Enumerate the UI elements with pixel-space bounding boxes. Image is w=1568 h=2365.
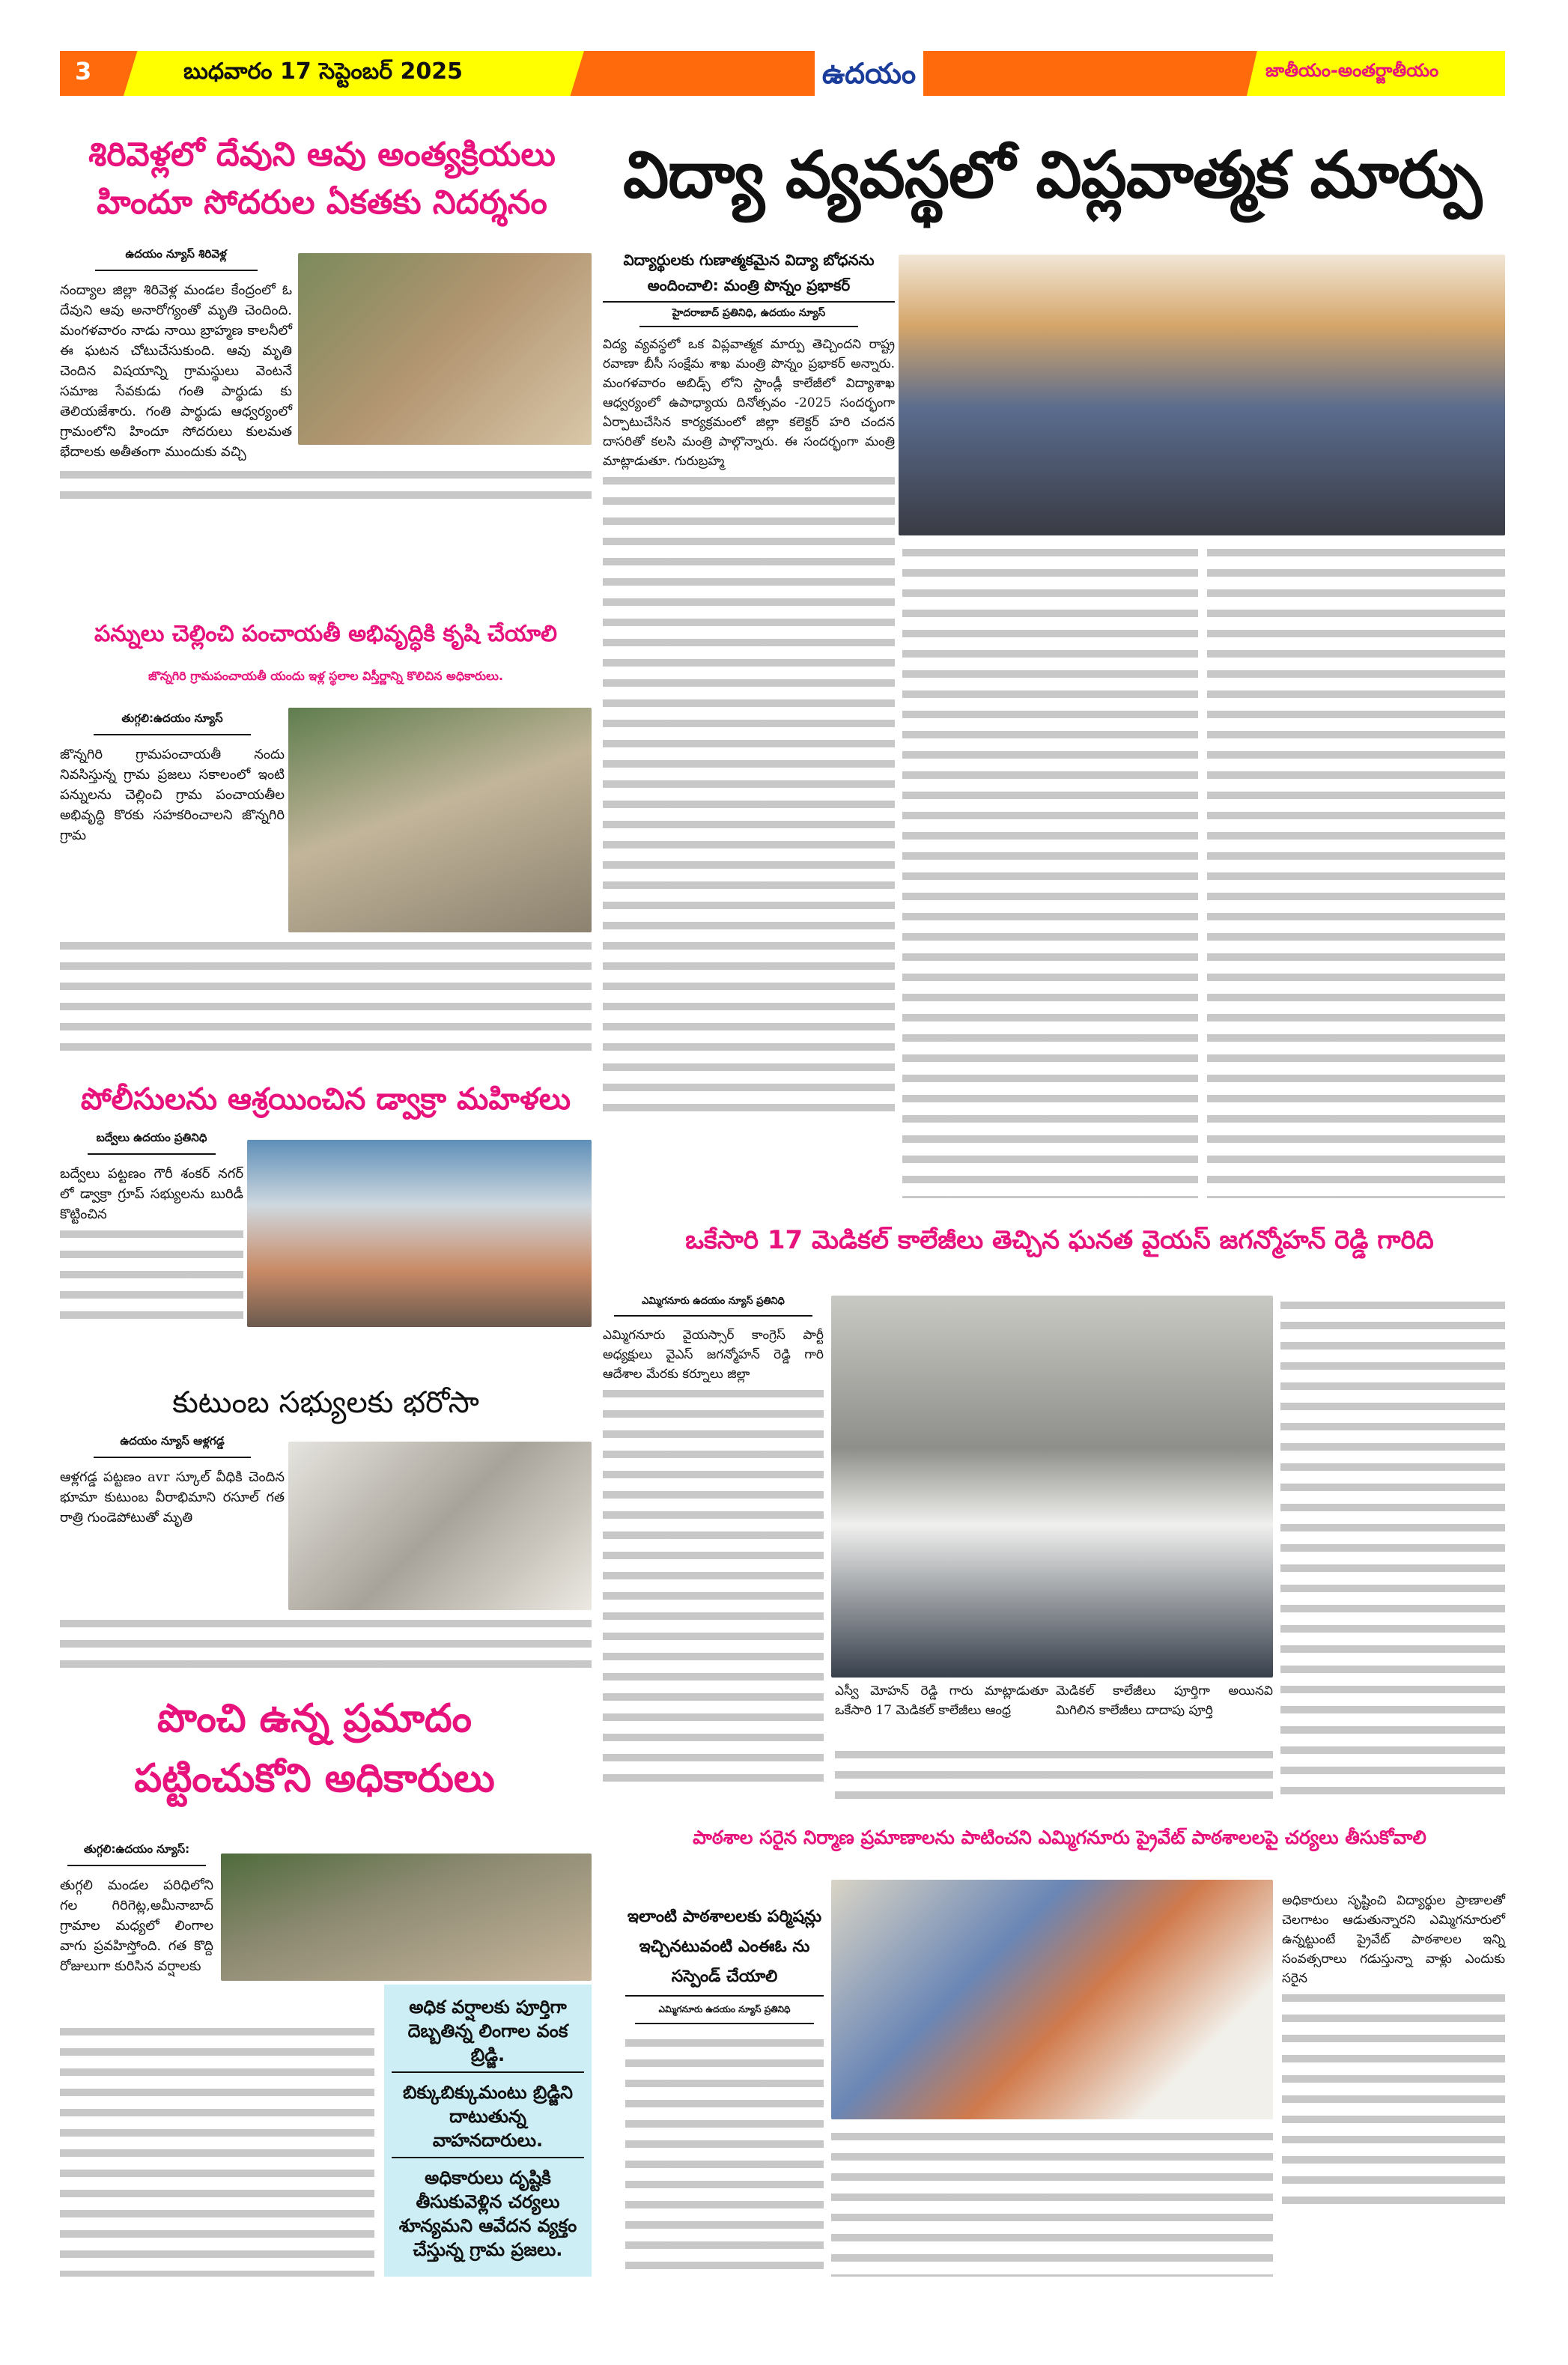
- section-label: జాతీయం-అంతర్జాతీయం: [1265, 60, 1439, 81]
- photo-medical-college-visit: [831, 1296, 1273, 1678]
- photo-teachers-day-event: [899, 255, 1505, 535]
- byline: ఎమ్మిగనూరు ఉదయం న్యూస్ ప్రతినిధి: [635, 2004, 814, 2024]
- text-lines: [60, 1614, 592, 1670]
- photo-cow-burial: [298, 253, 592, 445]
- text-lines: [1282, 1988, 1505, 2213]
- cow-article: [60, 247, 292, 506]
- text-lines: [60, 1224, 243, 1322]
- text-lines: [625, 2033, 824, 2280]
- text-lines: [603, 1384, 824, 1788]
- highlight-1: అధిక వర్షాలకు పూర్తిగా దెబ్బతిన్న లింగాల వంక బ్రిడ్జి.: [392, 1995, 584, 2073]
- text-lines: [1280, 1296, 1505, 1805]
- photo-police-station: [247, 1140, 592, 1327]
- main-headline: విద్యా వ్యవస్థలో విప్లవాత్మక మార్పు: [622, 138, 1482, 213]
- article-body: ఆళ్లగడ్డ పట్టణం avr స్కూల్ వీధికి చెందిన భూమా కుటుంబ వీరాభిమాని రసూల్ గత రాత్రి గుండెపోటుతో మృతి: [60, 1469, 285, 1525]
- school-banner-headline: పాఠశాల సరైన నిర్మాణ ప్రమాణాలను పాటించని ఎమ్మిగనూరు ప్రైవేట్ పాఠశాలలపై చర్యలు తీసుకోవాలి: [693, 1827, 1426, 1848]
- school-article: [625, 1902, 824, 2280]
- article-body: నంద్యాల జిల్లా శిరివెళ్ల మండల కేంద్రంలో ఓ దేవుని ఆవు అనారోగ్యంతో మృతి చెందింది. మంగళవారం నాడు నాయి బ్రాహ్మణ కాలనీలో ఈ ఘటన చోటుచేసుకుంది. ఆవు మృతి చెందిన విషయాన్ని గ్రామస్థులు వెంటనే సమాజ సేవకుడు గంతి పార్థుడు కు తెలియజేశారు. గంతి పార్థుడు ఆధ్వర్యంలో గ్రామంలోని హిందూ సోదరులు కులమత భేదాలకు అతీతంగా ముందుకు వచ్చి: [60, 282, 292, 460]
- logo-text: ఉదయం: [821, 57, 917, 90]
- byline: తుగ్గలి:ఉదయం న్యూస్: [94, 711, 251, 735]
- school-headline: ఇలాంటి పాఠశాలలకు పర్మిషన్లు ఇచ్చినటువంటి ఎంఈఓ ను సస్పెండ్ చేయాలి: [625, 1902, 824, 1997]
- byline: ఉదయం న్యూస్ శిరివెళ్ల: [95, 247, 258, 271]
- dwcra-headline: పోలీసులను ఆశ్రయించిన డ్వాక్రా మహిళలు: [80, 1082, 571, 1117]
- family-article: [60, 1434, 285, 1528]
- text-lines: [831, 2127, 1273, 2277]
- tax-article: [60, 711, 285, 845]
- school-body-right: అధికారులు సృష్టించి విద్యార్థుల ప్రాణాలతో చెలగాటం ఆడుతున్నారని ఎమ్మిగనూరులో ఉన్నట్టుంటే ప్రైవేట్ పాఠశాలల ఇన్ని సంవత్సరాలు గడుస్తున్నా వాళ్లు ఎందుకు సరైన: [1282, 1893, 1505, 1986]
- byline: ఎమ్మిగనూరు ఉదయం న్యూస్ ప్రతినిధి: [614, 1296, 813, 1317]
- highlight-2: బిక్కుబిక్కుమంటు బ్రిడ్జిని దాటుతున్న వాహనదారులు.: [392, 2080, 584, 2158]
- text-lines: [1207, 543, 1505, 1198]
- text-lines: [835, 1745, 1273, 1805]
- photo-damaged-bridge: [221, 1854, 592, 1981]
- byline: ఉదయం న్యూస్ ఆళ్లగడ్డ: [94, 1434, 251, 1458]
- text-lines: [60, 936, 592, 1063]
- page-number: 3: [75, 57, 92, 85]
- highlight-3: అధికారులు దృష్టికి తీసుకువెళ్లిన చర్యలు శూన్యమని ఆవేదన వ్యక్తం చేస్తున్న గ్రామ ప్రజలు.: [398, 2167, 577, 2260]
- photo-family-visit: [288, 1442, 592, 1610]
- tax-subheadline: జొన్నగిరి గ్రామపంచాయతీ యందు ఇళ్ల స్థలాల విస్తీర్ణాన్ని కొలిచిన అధికారులు.: [148, 669, 503, 683]
- bridge-headline: పొంచి ఉన్న ప్రమాదం పట్టించుకోని అధికారులు: [134, 1696, 495, 1801]
- main-subheadline: విద్యార్థులకు గుణాత్మకమైన విద్యా బోధనను అందించాలి: మంత్రి పొన్నం ప్రభాకర్: [603, 247, 895, 303]
- cow-headline: శిరివెళ్లలో దేవుని ఆవు అంత్యక్రియలు హిందూ సోదరుల ఏకతకు నిదర్శనం: [88, 136, 556, 222]
- main-subhead-block: [603, 247, 895, 1115]
- photo-caption-right: మెడికల్ కాలేజీలు పూర్తిగా అయినవి మిగిలిన కాలేజీలు దాదాపు పూర్తి: [1056, 1684, 1273, 1718]
- article-body: విద్య వ్యవస్థలో ఒక విప్లవాత్మక మార్పు తెచ్చిందని రాష్ట్ర రవాణా బీసీ సంక్షేమ శాఖ మంత్రి పొన్నం ప్రభాకర్ అన్నారు. మంగళవారం అబిడ్స్ లోని స్టాండ్లీ కాలేజీలో విద్యాశాఖ ఆధ్వర్యంలో ఉపాధ్యాయ దినోత్సవం -2025 సందర్భంగా ఏర్పాటుచేసిన కార్యక్రమంలో జిల్లా కలెక్టర్ హరి చందన దాసరితో కలసి మంత్రి పాల్గొన్నారు. ఈ సందర్భంగా మంత్రి మాట్లాడుతూ. గురుబ్రహ్మ: [603, 337, 895, 469]
- photo-memorandum-handover: [831, 1880, 1273, 2119]
- school-right-column: [1282, 1891, 1505, 2213]
- logo: [815, 43, 923, 112]
- text-lines: [60, 465, 592, 506]
- highlight-box: [384, 1985, 592, 2277]
- article-body: బద్వేలు పట్టణం గౌరీ శంకర్ నగర్ లో డ్వాక్రా గ్రూప్ సభ్యులను బురిడీ కొట్టించిన: [60, 1166, 243, 1222]
- issue-date: బుధవారం 17 సెప్టెంబర్ 2025: [183, 58, 463, 85]
- article-body: ఎమ్మిగనూరు వైయస్సార్ కాంగ్రెస్ పార్టీ అధ్యక్షులు వైఎస్ జగన్మోహన్ రెడ్డి గారి ఆదేశాల మేరకు కర్నూలు జిల్లా: [603, 1328, 824, 1382]
- medical-article: [603, 1296, 824, 1788]
- medical-headline: ఒకేసారి 17 మెడికల్ కాలేజీలు తెచ్చిన ఘనత వైయస్ జగన్మోహన్ రెడ్డి గారిది: [685, 1225, 1434, 1255]
- tax-headline: పన్నులు చెల్లించి పంచాయతీ అభివృద్ధికి కృషి చేయాలి: [94, 621, 558, 647]
- text-lines: [902, 543, 1198, 1198]
- article-body: తుగ్గలి మండల పరిధిలోని గల గిరిగెట్ల,అమీనాబాద్ గ్రామాల మధ్యలో లింగాల వాగు ప్రవహిస్తోంది. గత కొద్ది రోజులుగా కురిసిన వర్షాలకు: [60, 1877, 213, 1974]
- family-headline: కుటుంబ సభ్యులకు భరోసా: [172, 1385, 479, 1420]
- photo-officials-measuring: [288, 708, 592, 932]
- text-lines: [603, 471, 895, 1115]
- text-lines: [60, 2022, 374, 2277]
- byline: తుగ్గలి:ఉదయం న్యూస్:: [67, 1842, 206, 1866]
- photo-caption-left: ఎస్వీ మోహన్ రెడ్డి గారు మాట్లాడుతూ ఒకేసారి 17 మెడికల్ కాలేజీలు ఆంధ్ర: [835, 1684, 1048, 1718]
- byline: హైదరాబాద్ ప్రతినిధి, ఉదయం న్యూస్: [639, 303, 859, 327]
- byline: బద్వేలు ఉదయం ప్రతినిధి: [88, 1131, 216, 1155]
- article-body: జొన్నగిరి గ్రామపంచాయతీ నందు నివసిస్తున్న గ్రామ ప్రజలు సకాలంలో ఇంటి పన్నులను చెల్లించి గ్రామ పంచాయతీల అభివృద్ధి కొరకు సహకరించాలని జొన్నగిరి గ్రామ: [60, 747, 285, 843]
- dwcra-article: [60, 1131, 243, 1322]
- bridge-article: [60, 1842, 213, 1976]
